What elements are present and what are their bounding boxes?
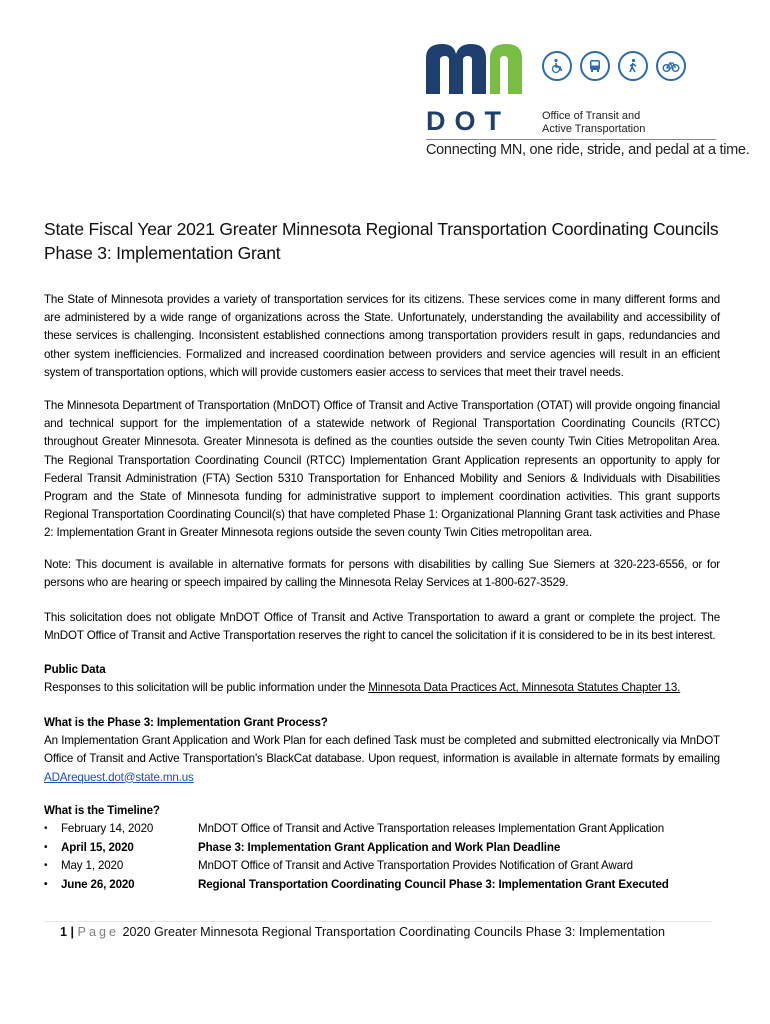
data-practices-link[interactable]: Minnesota Data Practices Act, Minnesota Statutes Chapter 13. — [368, 681, 681, 695]
document-title — [44, 217, 724, 265]
wheelchair-icon — [542, 51, 572, 81]
timeline-desc: Regional Transportation Coordinating Council Phase 3: Implementation Grant Executed — [198, 877, 669, 891]
intro-paragraph: The State of Minnesota provides a variety of transportation services for its citizens. These services come in many different forms and are administered by a wide range of organizations across the State. Unfortunately, understanding the availability and accessibility of these services is challenging. Inconsistent established connections among transportation providers result in gaps, redundancies and other system inefficiencies. Formalized and increased coordination between providers and service agencies will result in an efficient system of transportation options, which will provide customers easier access to services that meet their travel needs. — [44, 293, 720, 379]
office-name-line2: Active Transportation — [542, 123, 646, 135]
public-data-heading: Public Data — [44, 663, 106, 676]
timeline-date: June 26, 2020 — [61, 877, 135, 891]
timeline-desc: Phase 3: Implementation Grant Application and Work Plan Deadline — [198, 840, 561, 854]
process-heading: What is the Phase 3: Implementation Grant Process? — [44, 716, 328, 729]
bullet: • — [44, 841, 48, 853]
mndot-logo — [426, 44, 750, 164]
otat-paragraph: The Minnesota Department of Transportation (MnDOT) Office of Transit and Active Transportation (OTAT) will provide ongoing financial and technical support for the implementation of a statewide network of Regional Transportation Coordinating Councils (RTCC) throughout Greater Minnesota. Greater Minnesota is defined as the counties outside the seven county Twin Cities Metropolitan Area. The Regional Transportation Coordinating Council (RTCC) Implementation Grant Application represents an opportunity to apply for Federal Transit Administration (FTA) Section 5310 Transportation for Enhanced Mobility and Seniors & Individuals with Disabilities Program and the State of Minnesota funding for administrative support to implement coordination activities. This grant supports Regional Transportation Coordinating Council(s) that have completed Phase 1: Organizational Planning Grant task activities and Phase 2: Implementation Grant in Greater Minnesota regions outside the seven county Twin Cities metropolitan area. — [44, 399, 720, 540]
timeline-desc: MnDOT Office of Transit and Active Transportation releases Implementation Grant Application — [198, 822, 665, 835]
timeline-item — [44, 839, 724, 858]
footer-divider — [44, 921, 712, 922]
footer-separator: | — [70, 925, 75, 939]
bullet: • — [44, 823, 48, 834]
public-data-text — [44, 679, 720, 697]
accessibility-note: Note: This document is available in alternative formats for persons with disabilities by calling Sue Siemers at 320-223-6556, or for persons who are hearing or speech impaired by calling the Minnesota Relay Services at 1-800-627-3529. — [44, 558, 720, 590]
process-body: An Implementation Grant Application and Work Plan for each defined Task must be completed and submitted electronically via MnDOT Office of Transit and Active Transportation's BlackCat database. Upon request, information is available in alternate formats by emailing — [44, 734, 720, 766]
page-number: 1 — [60, 925, 68, 939]
timeline-heading: What is the Timeline? — [44, 804, 160, 817]
tagline: Connecting MN, one ride, stride, and pedal at a time. — [426, 142, 750, 158]
bullet: • — [44, 878, 48, 890]
timeline-item — [44, 876, 724, 895]
timeline-date: April 15, 2020 — [61, 840, 134, 854]
bus-icon — [580, 51, 610, 81]
email-link[interactable]: ADArequest.dot@state.mn.us — [44, 770, 194, 784]
mn-logo-mark — [426, 44, 526, 94]
solicitation-disclaimer: This solicitation does not obligate MnDOT Office of Transit and Active Transportation to award a grant or complete the project. The MnDOT Office of Transit and Active Transportation reserves the right to cancel the solicitation if it is considered to be in its best interest. — [44, 611, 720, 643]
title-line-2: Phase 3: Implementation Grant — [44, 243, 281, 263]
timeline-item — [44, 820, 724, 839]
logo-divider — [426, 139, 716, 140]
title-line-1: State Fiscal Year 2021 Greater Minnesota Regional Transportation Coordinating Councils — [44, 219, 719, 239]
mode-icons — [542, 51, 686, 81]
pedestrian-icon — [618, 51, 648, 81]
public-data-body: Responses to this solicitation will be public information under the — [44, 681, 369, 695]
timeline-item — [44, 857, 724, 876]
bicycle-icon — [656, 51, 686, 81]
office-name-line1: Office of Transit and — [542, 110, 641, 122]
process-section — [44, 714, 720, 787]
page-footer — [60, 925, 665, 939]
footer-text: 2020 Greater Minnesota Regional Transportation Coordinating Councils Phase 3: Implementation — [122, 925, 666, 939]
bullet: • — [44, 860, 48, 872]
timeline-desc: MnDOT Office of Transit and Active Transportation Provides Notification of Grant Award — [198, 859, 633, 873]
public-data-section — [44, 661, 720, 697]
page-word: Page — [77, 925, 119, 939]
dot-wordmark: DOT — [426, 106, 510, 136]
process-text — [44, 732, 720, 787]
timeline-list — [44, 820, 724, 894]
timeline-date: May 1, 2020 — [61, 859, 124, 873]
timeline-date: February 14, 2020 — [61, 822, 154, 835]
